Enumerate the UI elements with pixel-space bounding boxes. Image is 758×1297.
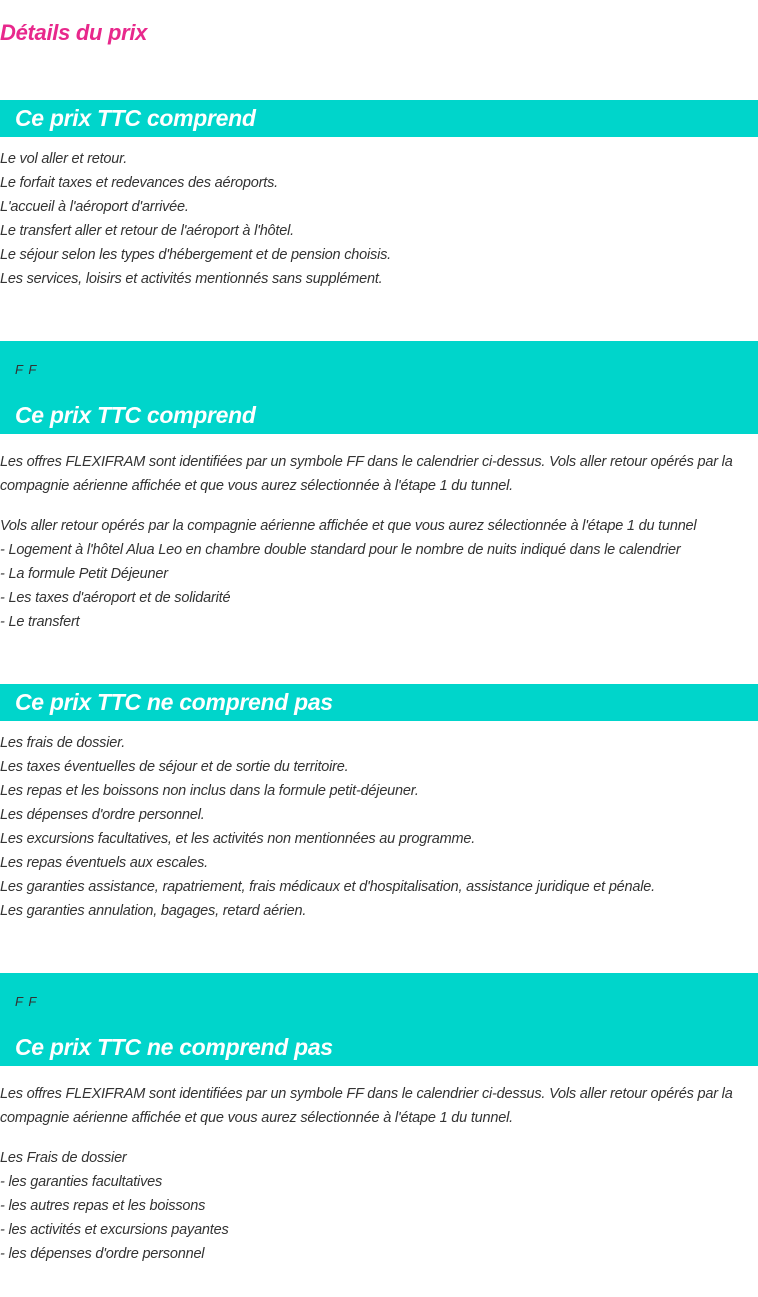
list-item: Les repas et les boissons non inclus dans la formule petit-déjeuner. [0, 783, 419, 799]
list-item: Le vol aller et retour. [0, 151, 128, 167]
included-list [0, 147, 750, 291]
list-item: - Logement à l'hôtel Alua Leo en chambre double standard pour le nombre de nuits indiqué dans le calendrier [0, 542, 681, 558]
list-item: Les dépenses d'ordre personnel. [0, 807, 205, 823]
list-item: Les garanties assistance, rapatriement, frais médicaux et d'hospitalisation, assistance juridique et pénale. [0, 879, 655, 895]
section-heading: Ce prix TTC comprend [15, 402, 256, 428]
list-item: Vols aller retour opérés par la compagnie aérienne affichée et que vous aurez sélectionnée à l'étape 1 du tunnel [0, 518, 697, 534]
section-heading: Ce prix TTC ne comprend pas [15, 1034, 333, 1060]
ff-intro-paragraph: Les offres FLEXIFRAM sont identifiées par un symbole FF dans le calendrier ci-dessus. Vols aller retour opérés par la compagnie aérienne affichée et que vous aurez sélectionnée à l'étape 1 du tunnel. [0, 1086, 733, 1126]
list-item: Les taxes éventuelles de séjour et de sortie du territoire. [0, 759, 349, 775]
list-item: Les services, loisirs et activités mentionnés sans supplément. [0, 271, 383, 287]
ff-label: F F [15, 362, 38, 377]
ff-included-text [0, 450, 750, 634]
list-item: - les dépenses d'ordre personnel [0, 1246, 205, 1262]
page-title: Détails du prix [0, 20, 148, 45]
list-item: Les garanties annulation, bagages, retard aérien. [0, 903, 307, 919]
ff-not-included-text [0, 1082, 750, 1266]
list-item: - les autres repas et les boissons [0, 1198, 206, 1214]
list-item: L'accueil à l'aéroport d'arrivée. [0, 199, 189, 215]
section-header-ff-included [0, 341, 758, 434]
section-heading: Ce prix TTC comprend [15, 105, 256, 131]
list-item: - les garanties facultatives [0, 1174, 163, 1190]
list-item: Les frais de dossier. [0, 735, 126, 751]
list-item: - les activités et excursions payantes [0, 1222, 229, 1238]
section-header-not-included [0, 684, 758, 721]
list-item: Le forfait taxes et redevances des aéroports. [0, 175, 278, 191]
list-item: - Le transfert [0, 614, 80, 630]
list-item: Les excursions facultatives, et les activités non mentionnées au programme. [0, 831, 476, 847]
list-item: Le transfert aller et retour de l'aéroport à l'hôtel. [0, 223, 294, 239]
section-heading: Ce prix TTC ne comprend pas [15, 689, 333, 715]
list-item: Les Frais de dossier [0, 1150, 127, 1166]
section-header-included [0, 100, 758, 137]
ff-intro-paragraph: Les offres FLEXIFRAM sont identifiées par un symbole FF dans le calendrier ci-dessus. Vols aller retour opérés par la compagnie aérienne affichée et que vous aurez sélectionnée à l'étape 1 du tunnel. [0, 454, 733, 494]
list-item: Les repas éventuels aux escales. [0, 855, 209, 871]
list-item: - Les taxes d'aéroport et de solidarité [0, 590, 231, 606]
not-included-list [0, 731, 750, 923]
list-item: - La formule Petit Déjeuner [0, 566, 168, 582]
section-header-ff-not-included [0, 973, 758, 1066]
ff-label: F F [15, 994, 38, 1009]
list-item: Le séjour selon les types d'hébergement et de pension choisis. [0, 247, 391, 263]
